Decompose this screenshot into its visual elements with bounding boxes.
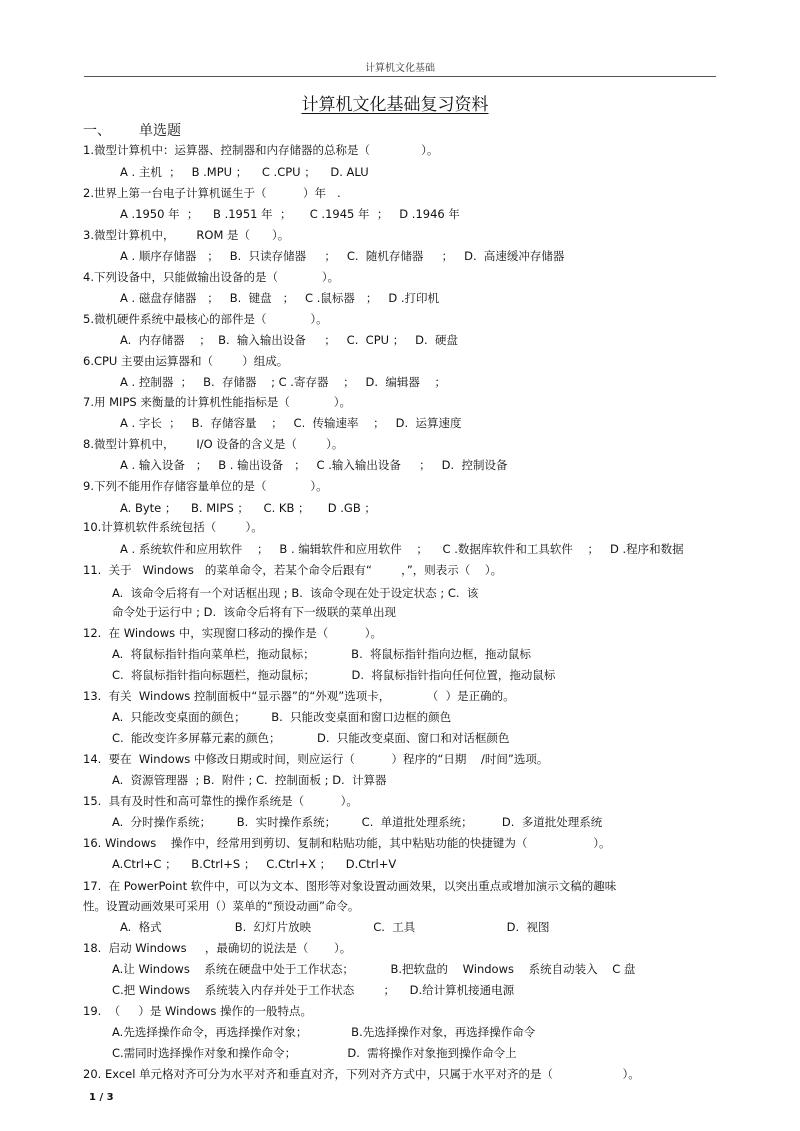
question-7: 7.用 MIPS 来衡量的计算机性能指标是（ ）。 [83,395,351,409]
options-3: A . 顺序存储器 ； B. 只读存储器 ； C. 随机存储器 ； D. 高速缓冲存储器 [120,249,565,263]
question-15: 15. 具有及时性和高可靠性的操作系统是（ ）。 [83,794,358,808]
options-8: A . 输入设备 ； B . 输出设备 ； C .输入输出设备 ； D. 控制设备 [120,458,508,472]
question-11: 11. 关于 Windows 的菜单命令，若某个命令后跟有“ ，”，则表示（ ）。 [83,563,503,577]
section-number: 一、 [83,123,111,139]
options-6: A . 控制器 ； B. 存储器 ; C .寄存器 ； D. 编辑器 ； [120,375,446,389]
options-11-line2: 命令处于运行中 ; D. 该命令后将有下一级联的菜单出现 [112,605,397,619]
question-9: 9.下列不能用作存储容量单位的是（ ）。 [83,479,328,493]
options-14: A. 资源管理器 ; B. 附件 ; C. 控制面板 ; D. 计算器 [112,773,387,787]
running-header: 计算机文化基础 [365,63,435,74]
options-19-cd: C.需同时选择操作对象和操作命令； D. 需将操作对象拖到操作命令上 [112,1046,517,1060]
question-20: 20. Excel 单元格对齐可分为水平对齐和垂直对齐，下列对齐方式中，只属于水平对齐的是（ ）。 [83,1067,640,1081]
question-17-line1: 17. 在 PowerPoint 软件中，可以为文本、图形等对象设置动画效果，以突出重点或增加演示文稿的趣味 [83,879,617,893]
question-16: 16. Windows 操作中，经常用到剪切、复制和粘贴功能，其中粘贴功能的快捷键为（ ）。 [83,836,611,850]
document-title-text: 计算机文化基础复习资料 [301,95,489,115]
options-7: A . 字长 ； B. 存储容量 ； C. 传输速率 ； D. 运算速度 [120,416,462,430]
options-16: A.Ctrl+C ； B.Ctrl+S ； C.Ctrl+X ； D.Ctrl+V [112,857,397,871]
options-2: A .1950 年 ； B .1951 年 ； C .1945 年 ； D .1946 年 [120,207,460,221]
question-18: 18. 启动 Windows ，最确切的说法是（ ）。 [83,941,352,955]
question-4: 4.下列设备中，只能做输出设备的是（ ）。 [83,270,340,284]
options-13-ab: A. 只能改变桌面的颜色； B. 只能改变桌面和窗口边框的颜色 [112,710,452,724]
options-17: A. 格式 B. 幻灯片放映 C. 工具 D. 视图 [120,920,550,934]
options-19-ab: A.先选择操作命令，再选择操作对象； B.先选择操作对象，再选择操作命令 [112,1025,536,1039]
question-12: 12. 在 Windows 中，实现窗口移动的操作是（ ）。 [83,626,383,640]
page-indicator: 1 / 3 [89,1092,114,1103]
options-13-cd: C. 能改变许多屏幕元素的颜色； D. 只能改变桌面、窗口和对话框颜色 [112,731,510,745]
question-6: 6.CPU 主要由运算器和（ ）组成。 [83,354,289,368]
question-17-line2: 性。设置动画效果可采用（）菜单的“预设动画”命令。 [83,899,360,913]
options-12-ab: A. 将鼠标指针指向菜单栏，拖动鼠标； B. 将鼠标指针指向边框，拖动鼠标 [112,647,532,661]
header-rule [84,76,716,77]
options-15: A. 分时操作系统； B. 实时操作系统； C. 单道批处理系统； D. 多道批处理系统 [112,815,603,829]
options-10: A . 系统软件和应用软件 ； B . 编辑软件和应用软件 ； C .数据库软件和工具软件 ； D .程序和数据 [120,542,684,556]
question-1: 1.微型计算机中：运算器、控制器和内存储器的总称是（ ）。 [83,143,439,157]
question-14: 14. 要在 Windows 中修改日期或时间，则应运行（ ）程序的“日期 /时间”选项。 [83,752,549,766]
question-19: 19. （ ）是 Windows 操作的一般特点。 [83,1004,313,1018]
question-5: 5.微机硬件系统中最核心的部件是（ ）。 [83,312,328,326]
question-10: 10.计算机软件系统包括（ ）。 [83,520,263,534]
question-13: 13. 有关 Windows 控制面板中“显示器”的“外观”选项卡， （ ）是正确的。 [83,689,515,703]
options-1: A . 主机 ； B .MPU ； C .CPU ； D. ALU [120,165,369,179]
question-3: 3.微型计算机中， ROM 是（ ）。 [83,228,290,242]
section-heading [83,120,181,140]
options-9: A. Byte ； B. MIPS ； C. KB ； D .GB ； [120,501,376,515]
options-5: A. 内存储器 ； B. 输入输出设备 ； C. CPU ； D. 硬盘 [120,333,458,347]
section-title: 单选题 [139,123,181,139]
options-12-cd: C. 将鼠标指针指向标题栏，拖动鼠标； D. 将鼠标指针指向任何位置，拖动鼠标 [112,668,556,682]
options-4: A . 磁盘存储器 ； B. 键盘 ； C .鼠标器 ； D .打印机 [120,291,439,305]
options-18-cd: C.把 Windows 系统装入内存并处于工作状态 ； D.给计算机接通电源 [112,983,515,997]
document-title [0,90,800,115]
options-18-ab: A.让 Windows 系统在硬盘中处于工作状态； B.把软盘的 Windows 系统自动装入 C 盘 [112,962,636,976]
options-11-line1: A. 该命令后将有一个对话框出现 ; B. 该命令现在处于设定状态 ; C. 该 [112,586,479,600]
question-2: 2.世界上第一台电子计算机诞生于（ ）年 . [83,186,341,200]
question-8: 8.微型计算机中， I/O 设备的含义是（ ）。 [83,437,344,451]
